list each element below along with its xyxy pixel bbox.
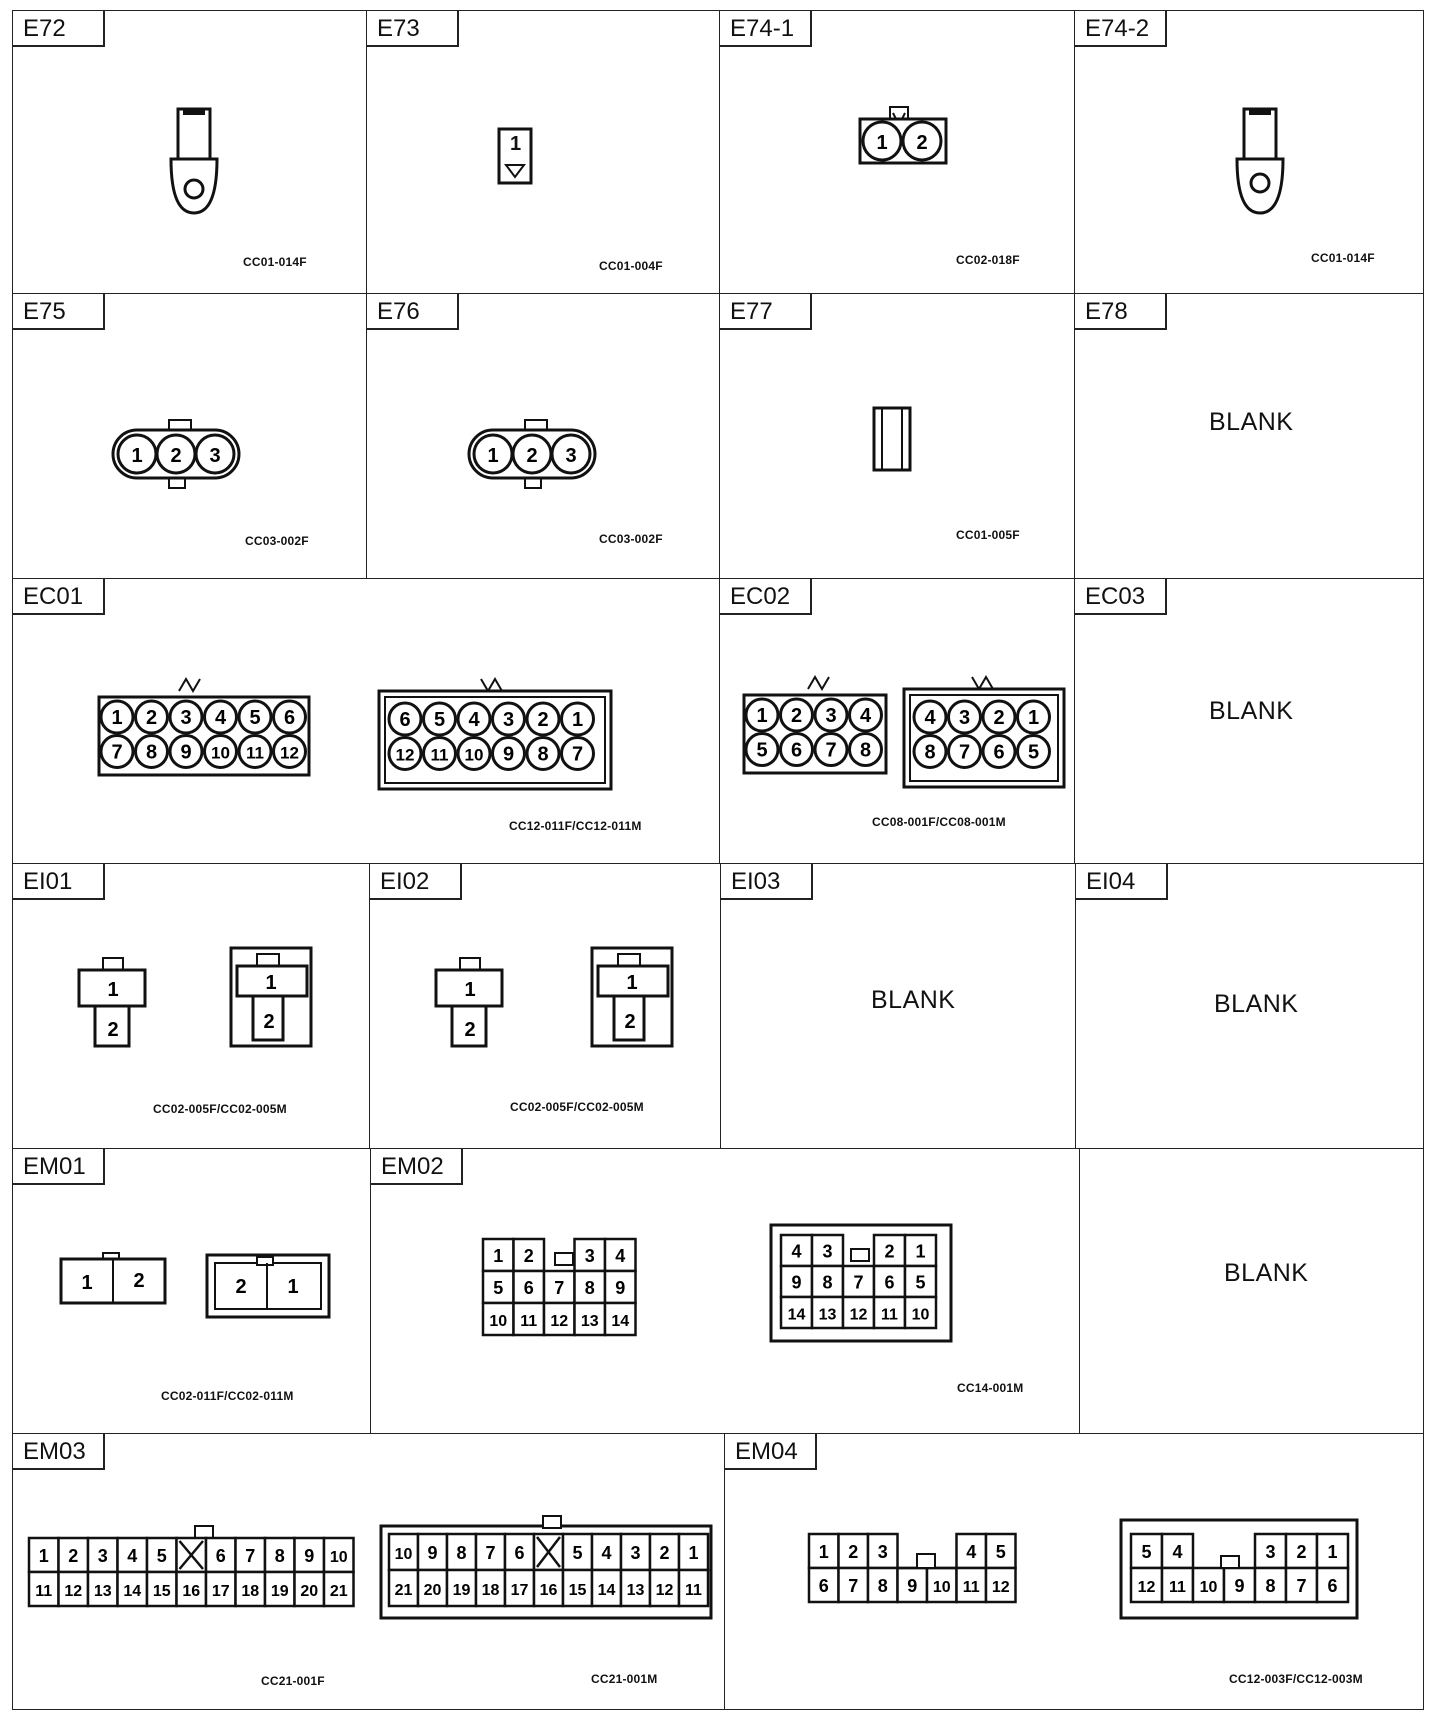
- ec02-female-connector: [740, 667, 890, 777]
- pin-label: 4: [468, 709, 480, 731]
- part-code: CC02-018F: [956, 253, 1020, 267]
- pin-label: 7: [245, 1546, 256, 1566]
- pin-label: 5: [1027, 741, 1040, 764]
- pin-label: 12: [550, 1313, 569, 1330]
- cell-e74-1: [719, 10, 1075, 294]
- pin-label: 5: [572, 1543, 583, 1563]
- pin-label: 6: [818, 1576, 829, 1596]
- pin-label: 12: [991, 1579, 1010, 1596]
- pin-label: 11: [520, 1313, 538, 1330]
- pin-label: 1: [38, 1546, 49, 1566]
- pin-label: 1: [688, 1543, 699, 1563]
- pin-label: 7: [848, 1576, 859, 1596]
- pin-label: 5: [915, 1272, 926, 1293]
- cell-ec03: [1074, 578, 1424, 864]
- pin-label: 15: [568, 1582, 587, 1599]
- part-code: CC02-005F/CC02-005M: [153, 1102, 287, 1116]
- pin-label: 9: [615, 1278, 626, 1298]
- connector-label: EM04: [725, 1434, 817, 1470]
- ei02-female-connector: [432, 954, 512, 1054]
- pin-label: 9: [907, 1576, 918, 1596]
- pin-label: 6: [399, 709, 411, 731]
- connector-label: EM01: [13, 1149, 105, 1185]
- pin-label: 3: [502, 709, 515, 731]
- connector-label: EI03: [721, 864, 813, 900]
- cell-e77: [719, 293, 1075, 579]
- part-code: CC03-002F: [245, 534, 309, 548]
- ei02-male-connector: [588, 944, 678, 1054]
- pin-label: 2: [537, 709, 549, 731]
- em03-female-connector: [25, 1524, 355, 1620]
- connector-label: E73: [367, 11, 459, 47]
- cell-e72: [12, 10, 367, 294]
- pin-label: 3: [209, 445, 221, 467]
- pin-label: 10: [211, 743, 230, 763]
- em03-male-connector: [377, 1514, 717, 1624]
- connector-label: EC01: [13, 579, 105, 615]
- connector-label: E72: [13, 11, 105, 47]
- three-pin-connector: [109, 414, 249, 494]
- pin-label: 2: [523, 1246, 534, 1266]
- connector-label: E78: [1075, 294, 1167, 330]
- pin-label: 8: [877, 1576, 888, 1596]
- pin-label: 20: [300, 1583, 319, 1600]
- pin-label: 5: [249, 707, 261, 729]
- cell-e74-2: [1074, 10, 1424, 294]
- cell-em02: [370, 1148, 1080, 1434]
- part-code-male: CC21-001M: [591, 1672, 658, 1686]
- pin-label: 1: [1027, 707, 1040, 729]
- ec01-female-connector: [95, 669, 315, 779]
- blank-text: BLANK: [871, 986, 956, 1014]
- pin-label: 6: [523, 1278, 534, 1298]
- pin-label: 8: [274, 1546, 285, 1566]
- em02-left-connector: [475, 1231, 647, 1341]
- cell-ec02: [719, 578, 1075, 864]
- pin-label: 16: [539, 1582, 558, 1599]
- ei01-male-connector: [227, 944, 317, 1054]
- pin-label: 2: [145, 707, 158, 729]
- pin-label: 8: [822, 1272, 833, 1293]
- pin-label: 17: [510, 1582, 529, 1599]
- pin-label: 2: [107, 1019, 119, 1041]
- pin-label: 5: [493, 1278, 504, 1298]
- em04-female-connector: [805, 1526, 1025, 1616]
- part-code: CC12-011F/CC12-011M: [509, 819, 642, 833]
- pin-label: 2: [993, 707, 1005, 729]
- cell-em04: [724, 1433, 1424, 1710]
- pin-label: 2: [624, 1011, 636, 1033]
- pin-label: 4: [601, 1543, 612, 1563]
- part-code: CC02-011F/CC02-011M: [161, 1389, 294, 1403]
- pin-label: 2: [68, 1546, 79, 1566]
- part-code: CC08-001F/CC08-001M: [872, 815, 1006, 829]
- pin-label: 1: [107, 979, 119, 1001]
- pin-label: 10: [394, 1546, 413, 1563]
- pin-label: 4: [966, 1542, 977, 1562]
- connector-label: EI02: [370, 864, 462, 900]
- cell-e73: [366, 10, 720, 294]
- pin-label: 4: [924, 707, 936, 729]
- pin-label: 7: [554, 1278, 565, 1298]
- part-code: CC01-014F: [243, 255, 307, 269]
- pin-label: 8: [537, 743, 549, 766]
- cell-em01: [12, 1148, 371, 1434]
- pin-label: 13: [626, 1582, 645, 1599]
- connector-label: EC03: [1075, 579, 1167, 615]
- pin-label: 10: [329, 1549, 348, 1566]
- pin-label: 2: [464, 1019, 476, 1041]
- pin-label: 10: [489, 1313, 508, 1330]
- pin-label: 3: [584, 1246, 595, 1266]
- pin-label: 8: [584, 1278, 595, 1298]
- blade-terminal-icon: [868, 404, 918, 476]
- pin-label: 1: [915, 1241, 926, 1262]
- pin-label: 5: [433, 709, 446, 731]
- connector-label: EM02: [371, 1149, 463, 1185]
- pin-label: 1: [487, 445, 499, 467]
- ei01-female-connector: [75, 954, 155, 1054]
- pin-label: 5: [995, 1542, 1006, 1562]
- pin-label: 9: [427, 1543, 438, 1563]
- blank-text: BLANK: [1209, 408, 1294, 436]
- pin-label: 10: [464, 745, 484, 765]
- connector-label: E74-2: [1075, 11, 1167, 47]
- pin-label: 1: [756, 705, 768, 727]
- pin-label: 7: [111, 741, 123, 764]
- pin-label: 6: [790, 739, 803, 762]
- pin-label: 1: [81, 1272, 93, 1294]
- blank-text: BLANK: [1209, 697, 1294, 725]
- connector-label: E75: [13, 294, 105, 330]
- pin-label: 15: [152, 1583, 171, 1600]
- pin-label: 18: [481, 1582, 500, 1599]
- pin-label: 12: [849, 1306, 868, 1324]
- cell-ec01: [12, 578, 720, 864]
- pin-label: 2: [790, 705, 803, 727]
- pin-label: 6: [283, 707, 296, 729]
- pin-label: 4: [791, 1241, 802, 1262]
- connector-label: E77: [720, 294, 812, 330]
- pin-label: 12: [1137, 1579, 1156, 1596]
- pin-label: 16: [182, 1583, 201, 1600]
- three-pin-connector: [465, 414, 605, 494]
- pin-label: 19: [452, 1582, 471, 1599]
- pin-label: 6: [215, 1546, 226, 1566]
- latch: [917, 1554, 935, 1568]
- pin-label: 13: [818, 1306, 837, 1324]
- pin-label: 12: [280, 743, 299, 763]
- pin-label: 10: [932, 1579, 951, 1596]
- part-code: CC01-014F: [1311, 251, 1375, 265]
- latch: [851, 1249, 869, 1261]
- pin-label: 2: [170, 445, 182, 467]
- latch: [555, 1253, 573, 1265]
- blank-text: BLANK: [1214, 990, 1299, 1018]
- pin-label: 9: [502, 743, 515, 766]
- two-pin-connector: [856, 103, 952, 169]
- pin-label: 2: [235, 1276, 247, 1298]
- part-code-female: CC21-001F: [261, 1674, 325, 1688]
- pin-label: 3: [630, 1543, 641, 1563]
- pin-label: 18: [241, 1583, 260, 1600]
- pin-label: 3: [97, 1546, 108, 1566]
- pin-label: 7: [853, 1272, 864, 1293]
- pin-label: 20: [423, 1582, 442, 1599]
- ring-terminal-icon: [153, 103, 233, 223]
- pin-label: 1: [1327, 1542, 1338, 1562]
- pin-label: 1: [571, 709, 584, 731]
- cell-e78: [1074, 293, 1424, 579]
- pin-label: 7: [1296, 1576, 1307, 1596]
- connector-label: E74-1: [720, 11, 812, 47]
- ring-terminal-icon: [1219, 103, 1299, 223]
- pin-label: 10: [911, 1306, 930, 1324]
- pin-label: 11: [35, 1583, 53, 1600]
- part-code: CC03-002F: [599, 532, 663, 546]
- pin-label: 2: [884, 1241, 895, 1262]
- pin-label: 7: [825, 739, 837, 762]
- pin-label: 2: [1296, 1542, 1307, 1562]
- pin-label: 9: [304, 1546, 315, 1566]
- pin-label: 2: [659, 1543, 670, 1563]
- ec02-male-connector: [900, 667, 1068, 797]
- cell-ei02: [369, 863, 721, 1149]
- cell-e76: [366, 293, 720, 579]
- pin-label: 2: [263, 1011, 275, 1033]
- pin-label: 13: [93, 1583, 112, 1600]
- pin-label: 11: [881, 1306, 898, 1324]
- em01-female-connector: [57, 1249, 169, 1309]
- pin-label: 1: [131, 445, 143, 467]
- part-code: CC01-005F: [956, 528, 1020, 542]
- pin-label: 2: [133, 1270, 145, 1292]
- pin-label: 7: [571, 743, 584, 766]
- pin-label: 5: [756, 739, 768, 762]
- pin-label: 11: [430, 745, 449, 765]
- pin-label: 2: [848, 1542, 859, 1562]
- latch: [1221, 1556, 1239, 1568]
- pin-label: 12: [395, 745, 415, 765]
- pin-label: 9: [791, 1272, 802, 1293]
- pin-label: 3: [1265, 1542, 1276, 1562]
- pin-label: 3: [825, 705, 837, 727]
- part-code: CC01-004F: [599, 259, 663, 273]
- em01-male-connector: [203, 1249, 333, 1321]
- pin-label: 7: [958, 741, 971, 764]
- pin-label: 21: [394, 1582, 413, 1599]
- pin-label: 8: [1265, 1576, 1276, 1596]
- part-code: CC14-001M: [957, 1381, 1024, 1395]
- pin-label: 14: [611, 1313, 630, 1330]
- pin-label: 11: [685, 1582, 702, 1599]
- pin-label: 4: [859, 705, 872, 727]
- pin-label: 3: [877, 1542, 888, 1562]
- pin-label: 1: [876, 132, 888, 154]
- em02-right-connector: [767, 1221, 957, 1345]
- pin-1: 1: [510, 133, 522, 155]
- cell-ei03: [720, 863, 1076, 1149]
- cell-em03: [12, 1433, 725, 1710]
- pin-label: 8: [456, 1543, 467, 1563]
- pin-label: 3: [565, 445, 577, 467]
- pin-label: 6: [514, 1543, 525, 1563]
- ec01-male-connector: [375, 669, 615, 799]
- pin-label: 1: [493, 1246, 504, 1266]
- pin-label: 9: [1234, 1576, 1245, 1596]
- pin-label: 2: [526, 445, 538, 467]
- pin-label: 1: [818, 1542, 829, 1562]
- pin-label: 4: [615, 1246, 626, 1266]
- pin-label: 12: [655, 1582, 674, 1599]
- pin-label: 1: [111, 707, 123, 729]
- connector-label: EI04: [1076, 864, 1168, 900]
- cell-e75: [12, 293, 367, 579]
- pin-label: 1: [287, 1276, 299, 1298]
- connector-label: EM03: [13, 1434, 105, 1470]
- part-code: CC02-005F/CC02-005M: [510, 1100, 644, 1114]
- pin-label: 4: [127, 1546, 138, 1566]
- cell-ei04: [1075, 863, 1424, 1149]
- pin-label: 21: [329, 1583, 348, 1600]
- pin-label: 1: [464, 979, 476, 1001]
- connector-label: E76: [367, 294, 459, 330]
- em04-male-connector: [1117, 1516, 1363, 1626]
- pin-label: 4: [214, 707, 227, 729]
- pin-label: 3: [180, 707, 192, 729]
- blank-text: BLANK: [1224, 1259, 1309, 1287]
- latch: [195, 1526, 213, 1538]
- part-code: CC12-003F/CC12-003M: [1229, 1672, 1363, 1686]
- pin-label: 11: [962, 1579, 980, 1596]
- pin-label: 6: [1327, 1576, 1338, 1596]
- pin-label: 4: [1172, 1542, 1183, 1562]
- pin-label: 12: [64, 1583, 83, 1600]
- pin-label: 6: [993, 741, 1005, 764]
- pin-label: 8: [145, 741, 158, 764]
- pin-label: 11: [1169, 1579, 1186, 1596]
- cell-ei01: [12, 863, 370, 1149]
- pin-label: 14: [123, 1583, 142, 1600]
- pin-label: 5: [156, 1546, 167, 1566]
- pin-label: 5: [1141, 1542, 1152, 1562]
- pin-label: 14: [787, 1306, 806, 1324]
- pin-label: 6: [884, 1272, 895, 1293]
- latch: [543, 1516, 561, 1528]
- pin-label: 10: [1199, 1579, 1218, 1596]
- pin-label: 1: [626, 972, 638, 994]
- pin-label: 3: [822, 1241, 833, 1262]
- pin-label: 11: [246, 743, 264, 763]
- pin-label: 3: [958, 707, 971, 729]
- pin-label: 1: [265, 972, 277, 994]
- pin-label: 14: [597, 1582, 616, 1599]
- pin-label: 8: [859, 739, 872, 762]
- pin-label: 19: [270, 1583, 289, 1600]
- connector-label: EI01: [13, 864, 105, 900]
- cell-em-blank: [1079, 1148, 1424, 1434]
- pin-label: 8: [924, 741, 936, 764]
- pin-label: 7: [485, 1543, 496, 1563]
- pin-label: 17: [211, 1583, 230, 1600]
- pin-label: 2: [916, 132, 928, 154]
- pin-label: 9: [180, 741, 192, 764]
- pin-label: 13: [580, 1313, 599, 1330]
- connector-label: EC02: [720, 579, 812, 615]
